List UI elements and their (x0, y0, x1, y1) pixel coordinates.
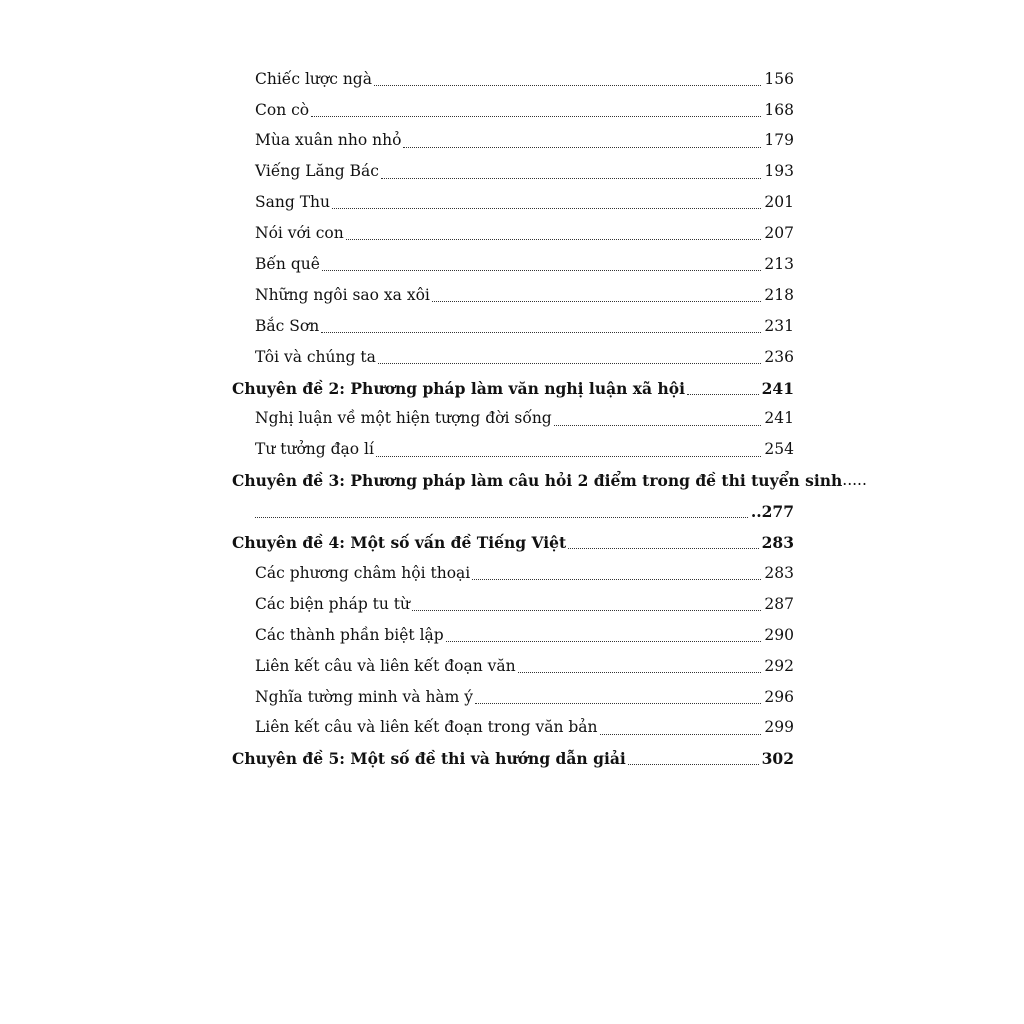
toc-entry-page: 231 (764, 316, 794, 335)
toc-chapter-continuation (232, 496, 794, 527)
dot-leader (255, 517, 748, 518)
toc-entry-page: 193 (764, 162, 794, 181)
dot-leader (412, 610, 761, 611)
toc-entry-title: Các thành phần biệt lập (255, 625, 444, 644)
toc-entry-title: Mùa xuân nho nhỏ (255, 131, 402, 150)
toc-entry-page: 299 (764, 718, 794, 737)
toc-chapter-trailing-dots: ..... (842, 471, 867, 490)
dot-leader (378, 363, 762, 364)
toc-chapter-title: Chuyên đề 4: Một số vấn đề Tiếng Việt (232, 533, 567, 553)
toc-entry (232, 95, 794, 126)
dot-leader (472, 579, 761, 580)
toc-chapter-page: 302 (761, 749, 794, 769)
toc-chapter-title: Chuyên đề 3: Phương pháp làm câu hỏi 2 điểm trong đề thi tuyển sinh (232, 471, 843, 491)
toc-entry-title: Liên kết câu và liên kết đoạn trong văn bản (255, 718, 598, 737)
dot-leader (568, 548, 758, 549)
toc-entry-page: 292 (764, 656, 794, 675)
dot-leader (628, 764, 759, 765)
toc-chapter-title: Chuyên đề 2: Phương pháp làm văn nghị luận xã hội (232, 378, 685, 398)
toc-entry (232, 589, 794, 620)
dot-leader (321, 332, 761, 333)
toc-entry (232, 682, 794, 713)
toc-chapter-page: ..277 (750, 502, 794, 522)
toc-entry (232, 188, 794, 219)
toc-chapter (232, 744, 794, 775)
dot-leader (687, 394, 759, 395)
dot-leader (381, 178, 761, 179)
toc-entry-title: Các biện pháp tu từ (255, 594, 411, 613)
toc-entry-title: Những ngôi sao xa xôi (255, 285, 430, 304)
toc-entry (232, 64, 794, 95)
toc-entry-page: 254 (764, 440, 794, 459)
toc-entry (232, 713, 794, 744)
toc-entry (232, 620, 794, 651)
toc-entry-title: Con cò (255, 100, 310, 119)
toc-entry-page: 290 (764, 625, 794, 644)
dot-leader (332, 208, 761, 209)
toc-entry-title: Bắc Sơn (255, 316, 320, 335)
toc-chapter (232, 466, 867, 497)
dot-leader (403, 147, 761, 148)
toc-entry-title: Tôi và chúng ta (255, 347, 376, 366)
toc-chapter-title: Chuyên đề 5: Một số đề thi và hướng dẫn giải (232, 749, 626, 769)
toc-entry-title: Nghĩa tường minh và hàm ý (255, 687, 474, 706)
dot-leader (374, 85, 761, 86)
dot-leader (554, 425, 762, 426)
toc-entry (232, 280, 794, 311)
toc-entry-title: Tư tưởng đạo lí (255, 440, 374, 459)
toc-entry-page: 179 (764, 131, 794, 150)
toc-entry-page: 156 (764, 69, 794, 88)
toc-entry-title: Bến quê (255, 255, 320, 274)
toc-entry-title: Các phương châm hội thoại (255, 563, 471, 582)
dot-leader (600, 734, 762, 735)
dot-leader (518, 672, 762, 673)
dot-leader (475, 703, 761, 704)
toc-entry (232, 404, 794, 435)
toc-entry-title: Chiếc lược ngà (255, 69, 372, 88)
toc-entry (232, 651, 794, 682)
dot-leader (376, 456, 761, 457)
toc-entry-page: 236 (764, 347, 794, 366)
toc-chapter (232, 373, 794, 404)
toc-entry-page: 218 (764, 285, 794, 304)
toc-entry (232, 157, 794, 188)
toc-entry (232, 249, 794, 280)
toc-entry (232, 435, 794, 466)
toc-entry-page: 296 (764, 687, 794, 706)
toc-entry-page: 287 (764, 594, 794, 613)
toc-entry-page: 168 (764, 100, 794, 119)
toc-chapter-page: 283 (761, 533, 794, 553)
toc-entry-page: 207 (764, 224, 794, 243)
toc-entry-title: Sang Thu (255, 193, 330, 212)
toc-entry-page: 241 (764, 409, 794, 428)
toc-entry-title: Nghị luận về một hiện tượng đời sống (255, 409, 552, 428)
toc-entry (232, 558, 794, 589)
toc-chapter (232, 527, 794, 558)
toc-entry (232, 311, 794, 342)
toc-entry-page: 213 (764, 255, 794, 274)
toc-entry-page: 283 (764, 563, 794, 582)
toc-entry-title: Liên kết câu và liên kết đoạn văn (255, 656, 516, 675)
toc-entry (232, 342, 794, 373)
dot-leader (432, 301, 762, 302)
dot-leader (346, 239, 762, 240)
toc-entry-title: Nói với con (255, 224, 344, 243)
toc-entry (232, 218, 794, 249)
table-of-contents (232, 64, 867, 774)
toc-entry-page: 201 (764, 193, 794, 212)
dot-leader (322, 270, 761, 271)
toc-entry (232, 126, 794, 157)
toc-entry-title: Viếng Lăng Bác (255, 162, 379, 181)
dot-leader (311, 116, 761, 117)
toc-chapter-page: 241 (761, 378, 794, 398)
dot-leader (446, 641, 762, 642)
